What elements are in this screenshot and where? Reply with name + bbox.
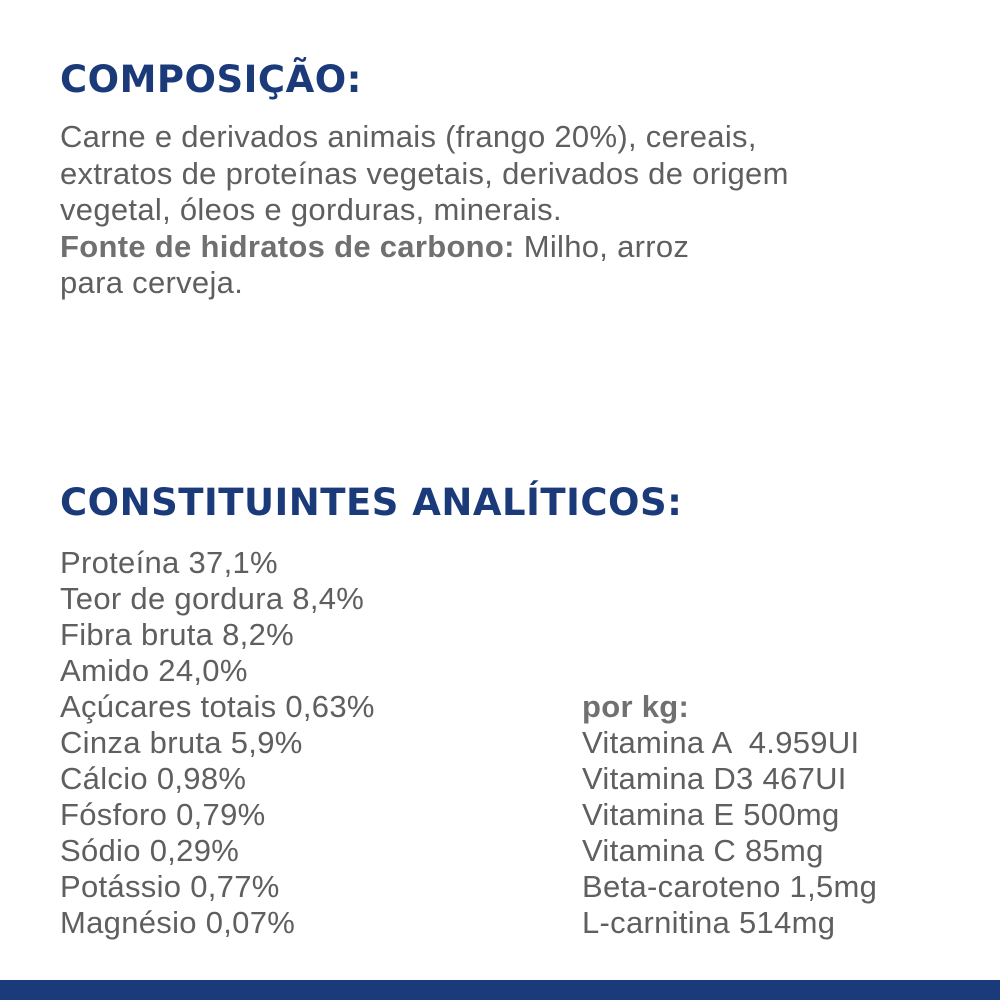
list-item: L-carnitina 514mg [582, 905, 836, 940]
composition-heading: COMPOSIÇÃO: [60, 58, 362, 101]
list-item: Fibra bruta 8,2% [60, 617, 294, 652]
composition-line: vegetal, óleos e gorduras, minerais. [60, 192, 562, 227]
per-kg-label: por kg: [582, 689, 690, 724]
composition-line: extratos de proteínas vegetais, derivados de origem [60, 155, 789, 191]
carbohydrate-source-value: Milho, arroz [514, 228, 690, 264]
per-kg-list [582, 689, 877, 941]
list-item: Magnésio 0,07% [60, 905, 296, 940]
list-item: Vitamina A 4.959UI [582, 725, 860, 760]
list-item: Cálcio 0,98% [60, 761, 247, 796]
analytical-constituents-list [60, 545, 375, 941]
list-item: Vitamina D3 467UI [582, 761, 847, 796]
list-item: Proteína 37,1% [60, 545, 278, 580]
list-item: Beta-caroteno 1,5mg [582, 869, 878, 904]
carbohydrate-source-continuation: para cerveja. [60, 265, 244, 300]
bottom-brand-bar [0, 980, 1000, 1000]
analytical-constituents-heading: CONSTITUINTES ANALÍTICOS: [60, 481, 683, 524]
list-item: Potássio 0,77% [60, 869, 280, 904]
list-item: Teor de gordura 8,4% [60, 581, 365, 616]
carbohydrate-source-line [60, 229, 980, 266]
list-item: Cinza bruta 5,9% [60, 725, 303, 760]
carbohydrate-source-label: Fonte de hidratos de carbono: [60, 228, 515, 264]
list-item: Vitamina E 500mg [582, 797, 840, 832]
composition-line: Carne e derivados animais (frango 20%), cereais, [60, 119, 757, 154]
list-item: Sódio 0,29% [60, 833, 240, 868]
list-item: Vitamina C 85mg [582, 833, 824, 868]
composition-text [60, 119, 980, 302]
list-item: Amido 24,0% [60, 653, 248, 688]
list-item: Fósforo 0,79% [60, 797, 266, 832]
list-item: Açúcares totais 0,63% [60, 689, 375, 724]
